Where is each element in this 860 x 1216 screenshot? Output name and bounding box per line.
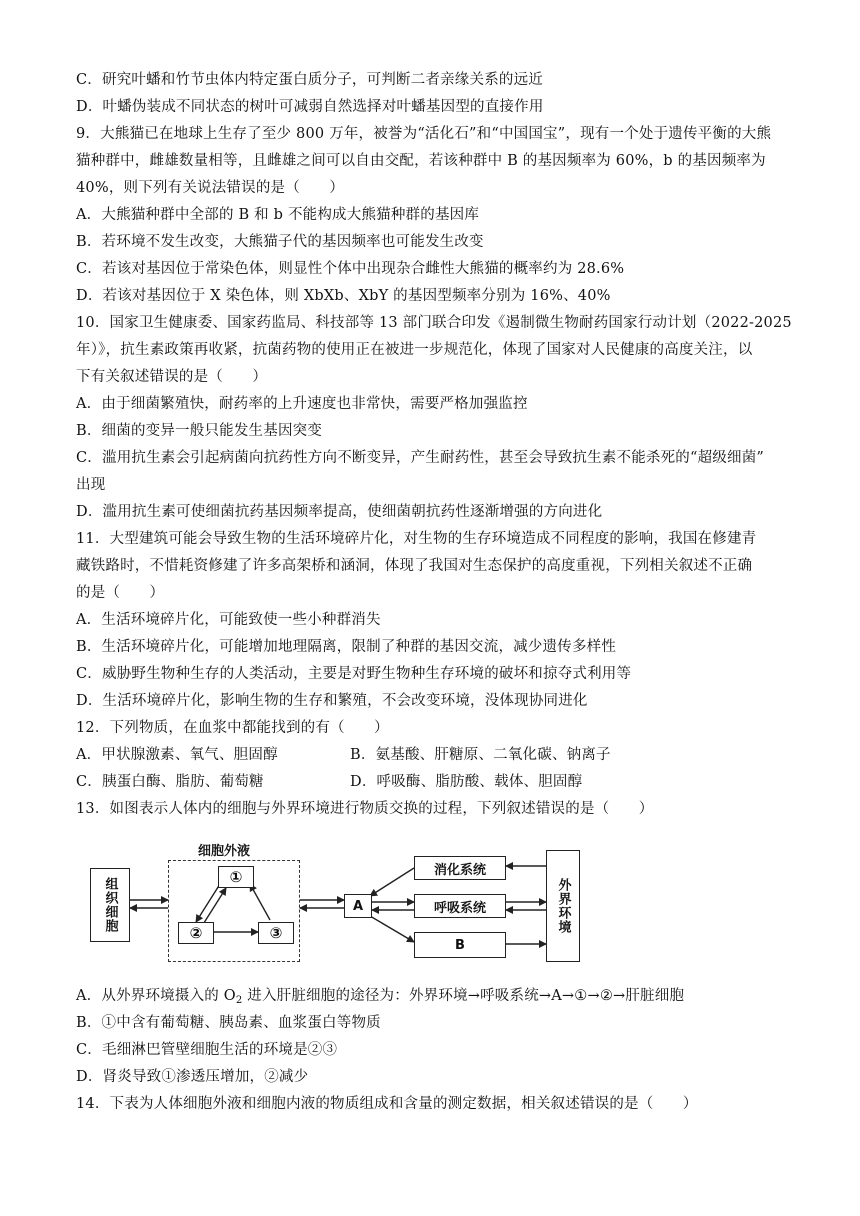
q11-stem-line2: 藏铁路时，不惜耗资修建了许多高架桥和涵洞，体现了我国对生态保护的高度重视，下列相关叙述不正确 [76, 558, 753, 574]
q12-option-d: D．呼吸酶、脂肪酸、载体、胆固醇 [350, 774, 583, 790]
node-b: B [414, 932, 506, 958]
q10-stem-line3: 下有关叙述错误的是（ ） [76, 369, 268, 385]
tissue-cells-label: 组织细胞 [102, 877, 118, 933]
q12-options-row1 [76, 745, 788, 765]
diagram-arrows [86, 836, 586, 970]
q11-stem-line3: 的是（ ） [76, 585, 165, 601]
node-2: ② [178, 922, 214, 944]
q9-stem-line2: 猫种群中，雌雄数量相等，且雌雄之间可以自由交配，若该种群中 B 的基因频率为 60%，b 的基因频率为 [76, 153, 766, 169]
q12-options-row2 [76, 772, 788, 792]
q10-option-c-line2: 出现 [76, 477, 106, 493]
material-exchange-diagram [86, 836, 586, 970]
q11-option-b: B．生活环境碎片化，可能增加地理隔离，限制了种群的基因交流，减少遗传多样性 [76, 639, 617, 655]
q10-option-c-line1: C．滥用抗生素会引起病菌向抗药性方向不断变异，产生耐药性，甚至会导致抗生素不能杀死的“超级细菌” [76, 450, 765, 466]
node-1: ① [218, 866, 254, 888]
digestive-system-box: 消化系统 [414, 856, 506, 880]
q13-option-d: D．肾炎导致①渗透压增加，②减少 [76, 1069, 309, 1085]
respiratory-system-box: 呼吸系统 [414, 894, 506, 918]
q11-option-c: C．威胁野生物种生存的人类活动，主要是对野生物种生存环境的破坏和掠夺式利用等 [76, 666, 632, 682]
q13-option-b: B．①中含有葡萄糖、胰岛素、血浆蛋白等物质 [76, 1015, 381, 1031]
q13-option-a-sub: 2 [235, 995, 243, 1006]
q13-option-a-post: 进入肝脏细胞的途径为：外界环境→呼吸系统→A→①→②→肝脏细胞 [242, 988, 685, 1004]
q10-option-d: D．滥用抗生素可使细菌抗药基因频率提高，使细菌朝抗药性逐渐增强的方向进化 [76, 504, 603, 520]
q9-option-d: D．若该对基因位于 X 染色体，则 XbXb、XbY 的基因型频率分别为 16%、40% [76, 288, 611, 304]
q13-option-c: C．毛细淋巴管壁细胞生活的环境是②③ [76, 1042, 338, 1058]
node-3: ③ [258, 922, 294, 944]
q10-option-b: B．细菌的变异一般只能发生基因突变 [76, 423, 323, 439]
q8-option-d: D．叶蟠伪装成不同状态的树叶可减弱自然选择对叶蟠基因型的直接作用 [76, 99, 544, 115]
external-environment-label: 外界环境 [555, 878, 571, 934]
extracellular-fluid-label: 细胞外液 [198, 844, 251, 859]
q13-stem: 13．如图表示人体内的细胞与外界环境进行物质交换的过程，下列叙述错误的是（ ） [76, 801, 654, 817]
q10-stem-line1: 10．国家卫生健康委、国家药监局、科技部等 13 部门联合印发《遏制微生物耐药国家行动计划（2022-2025 [76, 315, 792, 331]
q9-option-b: B．若环境不发生改变，大熊猫子代的基因频率也可能发生改变 [76, 234, 484, 250]
tissue-cells-box [90, 868, 130, 942]
q9-option-a: A．大熊猫种群中全部的 B 和 b 不能构成大熊猫种群的基因库 [76, 207, 480, 223]
node-a: A [344, 894, 372, 918]
q14-stem: 14．下表为人体细胞外液和细胞内液的物质组成和含量的测定数据，相关叙述错误的是（ ） [76, 1096, 698, 1112]
q12-option-c: C．胰蛋白酶、脂肪、葡萄糖 [76, 774, 264, 790]
q11-option-d: D．生活环境碎片化，影响生物的生存和繁殖，不会改变环境，没体现协同进化 [76, 693, 588, 709]
q9-stem-line3: 40%，则下列有关说法错误的是（ ） [76, 180, 345, 196]
q10-stem-line2: 年）》，抗生素政策再收紧，抗菌药物的使用正在被进一步规范化，体现了国家对人民健康的高度关注，以 [76, 342, 753, 358]
q13-option-a-pre: A．从外界环境摄入的 O [76, 988, 236, 1004]
q13-option-a [76, 986, 788, 1006]
q11-stem-line1: 11．大型建筑可能会导致生物的生活环境碎片化，对生物的生存环境造成不同程度的影响，我国在修建青 [76, 531, 757, 547]
q12-option-a: A．甲状腺激素、氧气、胆固醇 [76, 747, 278, 763]
q11-option-a: A．生活环境碎片化，可能致使一些小种群消失 [76, 612, 381, 628]
q9-stem-line1: 9．大熊猫已在地球上生存了至少 800 万年，被誉为“活化石”和“中国国宝”，现有一个处于遗传平衡的大熊 [76, 126, 772, 142]
q9-option-c: C．若该对基因位于常染色体，则显性个体中出现杂合雌性大熊猫的概率约为 28.6% [76, 261, 625, 277]
q10-option-a: A．由于细菌繁殖快，耐药率的上升速度也非常快，需要严格加强监控 [76, 396, 528, 412]
q8-option-c: C．研究叶蟠和竹节虫体内特定蛋白质分子，可判断二者亲缘关系的远近 [76, 72, 543, 88]
q12-option-b: B．氨基酸、肝糖原、二氧化碳、钠离子 [350, 747, 611, 763]
q12-stem: 12．下列物质，在血浆中都能找到的有（ ） [76, 720, 389, 736]
external-environment-box [546, 850, 580, 962]
